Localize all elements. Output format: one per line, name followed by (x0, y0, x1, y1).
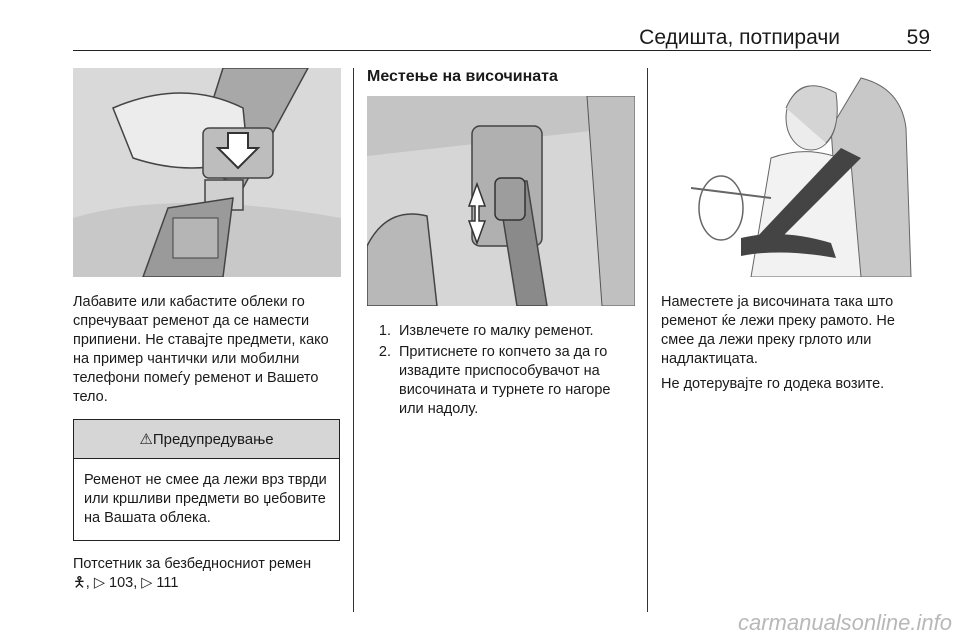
step-text: Притиснете го копчето за да го извадите приспособувачот на височината и турнете го нагоре или надолу. (399, 344, 611, 417)
list-item (367, 343, 635, 419)
steps-list (367, 322, 635, 419)
page-references: , ▷ 103, ▷ 111 (85, 575, 179, 591)
right-column (661, 68, 929, 394)
step-number: 1. (378, 323, 391, 339)
body-text: Не дотерувајте го додека возите. (661, 376, 885, 392)
seatbelt-reminder-icon: 🯅 (73, 575, 86, 591)
middle-column (367, 68, 635, 421)
belt-position-illustration (661, 68, 929, 277)
column-divider (647, 68, 648, 612)
left-column (73, 68, 341, 593)
page-number: 59 (906, 26, 930, 49)
column-divider (353, 68, 354, 612)
body-text: Наместете ја височината така што ременот ќе лежи преку рамото. Не смее да лежи преку грлото или надлактицата. (661, 294, 895, 367)
warning-triangle-icon: ⚠ (139, 431, 153, 448)
warning-text: Ременот не смее да лежи врз тврди или кршливи предмети во џебовите на Вашата облека. (84, 472, 327, 526)
seatbelt-buckle-illustration (73, 68, 341, 277)
body-text: Лабавите или кабастите облеки го спречуваат ременот да се намести припиени. Не ставајте предмети, како на пример чантички или мобилни телефони помеѓу ременот и Вашето тело. (73, 294, 329, 405)
header-rule (73, 50, 931, 51)
warning-box (73, 419, 340, 541)
section-title: Местење на височината (367, 68, 558, 85)
step-text: Извлечете го малку ременот. (399, 323, 594, 339)
watermark: carmanualsonline.info (737, 610, 952, 635)
list-item (367, 322, 635, 341)
warning-title: Предупредување (152, 431, 274, 448)
reminder-label: Потсетник за безбедносниот ремен (73, 556, 312, 572)
reminder-text (73, 555, 341, 593)
height-adjuster-illustration (367, 96, 635, 306)
warning-header (74, 420, 339, 459)
header-title: Седишта, потпирачи (639, 26, 840, 49)
step-number: 2. (378, 344, 391, 360)
